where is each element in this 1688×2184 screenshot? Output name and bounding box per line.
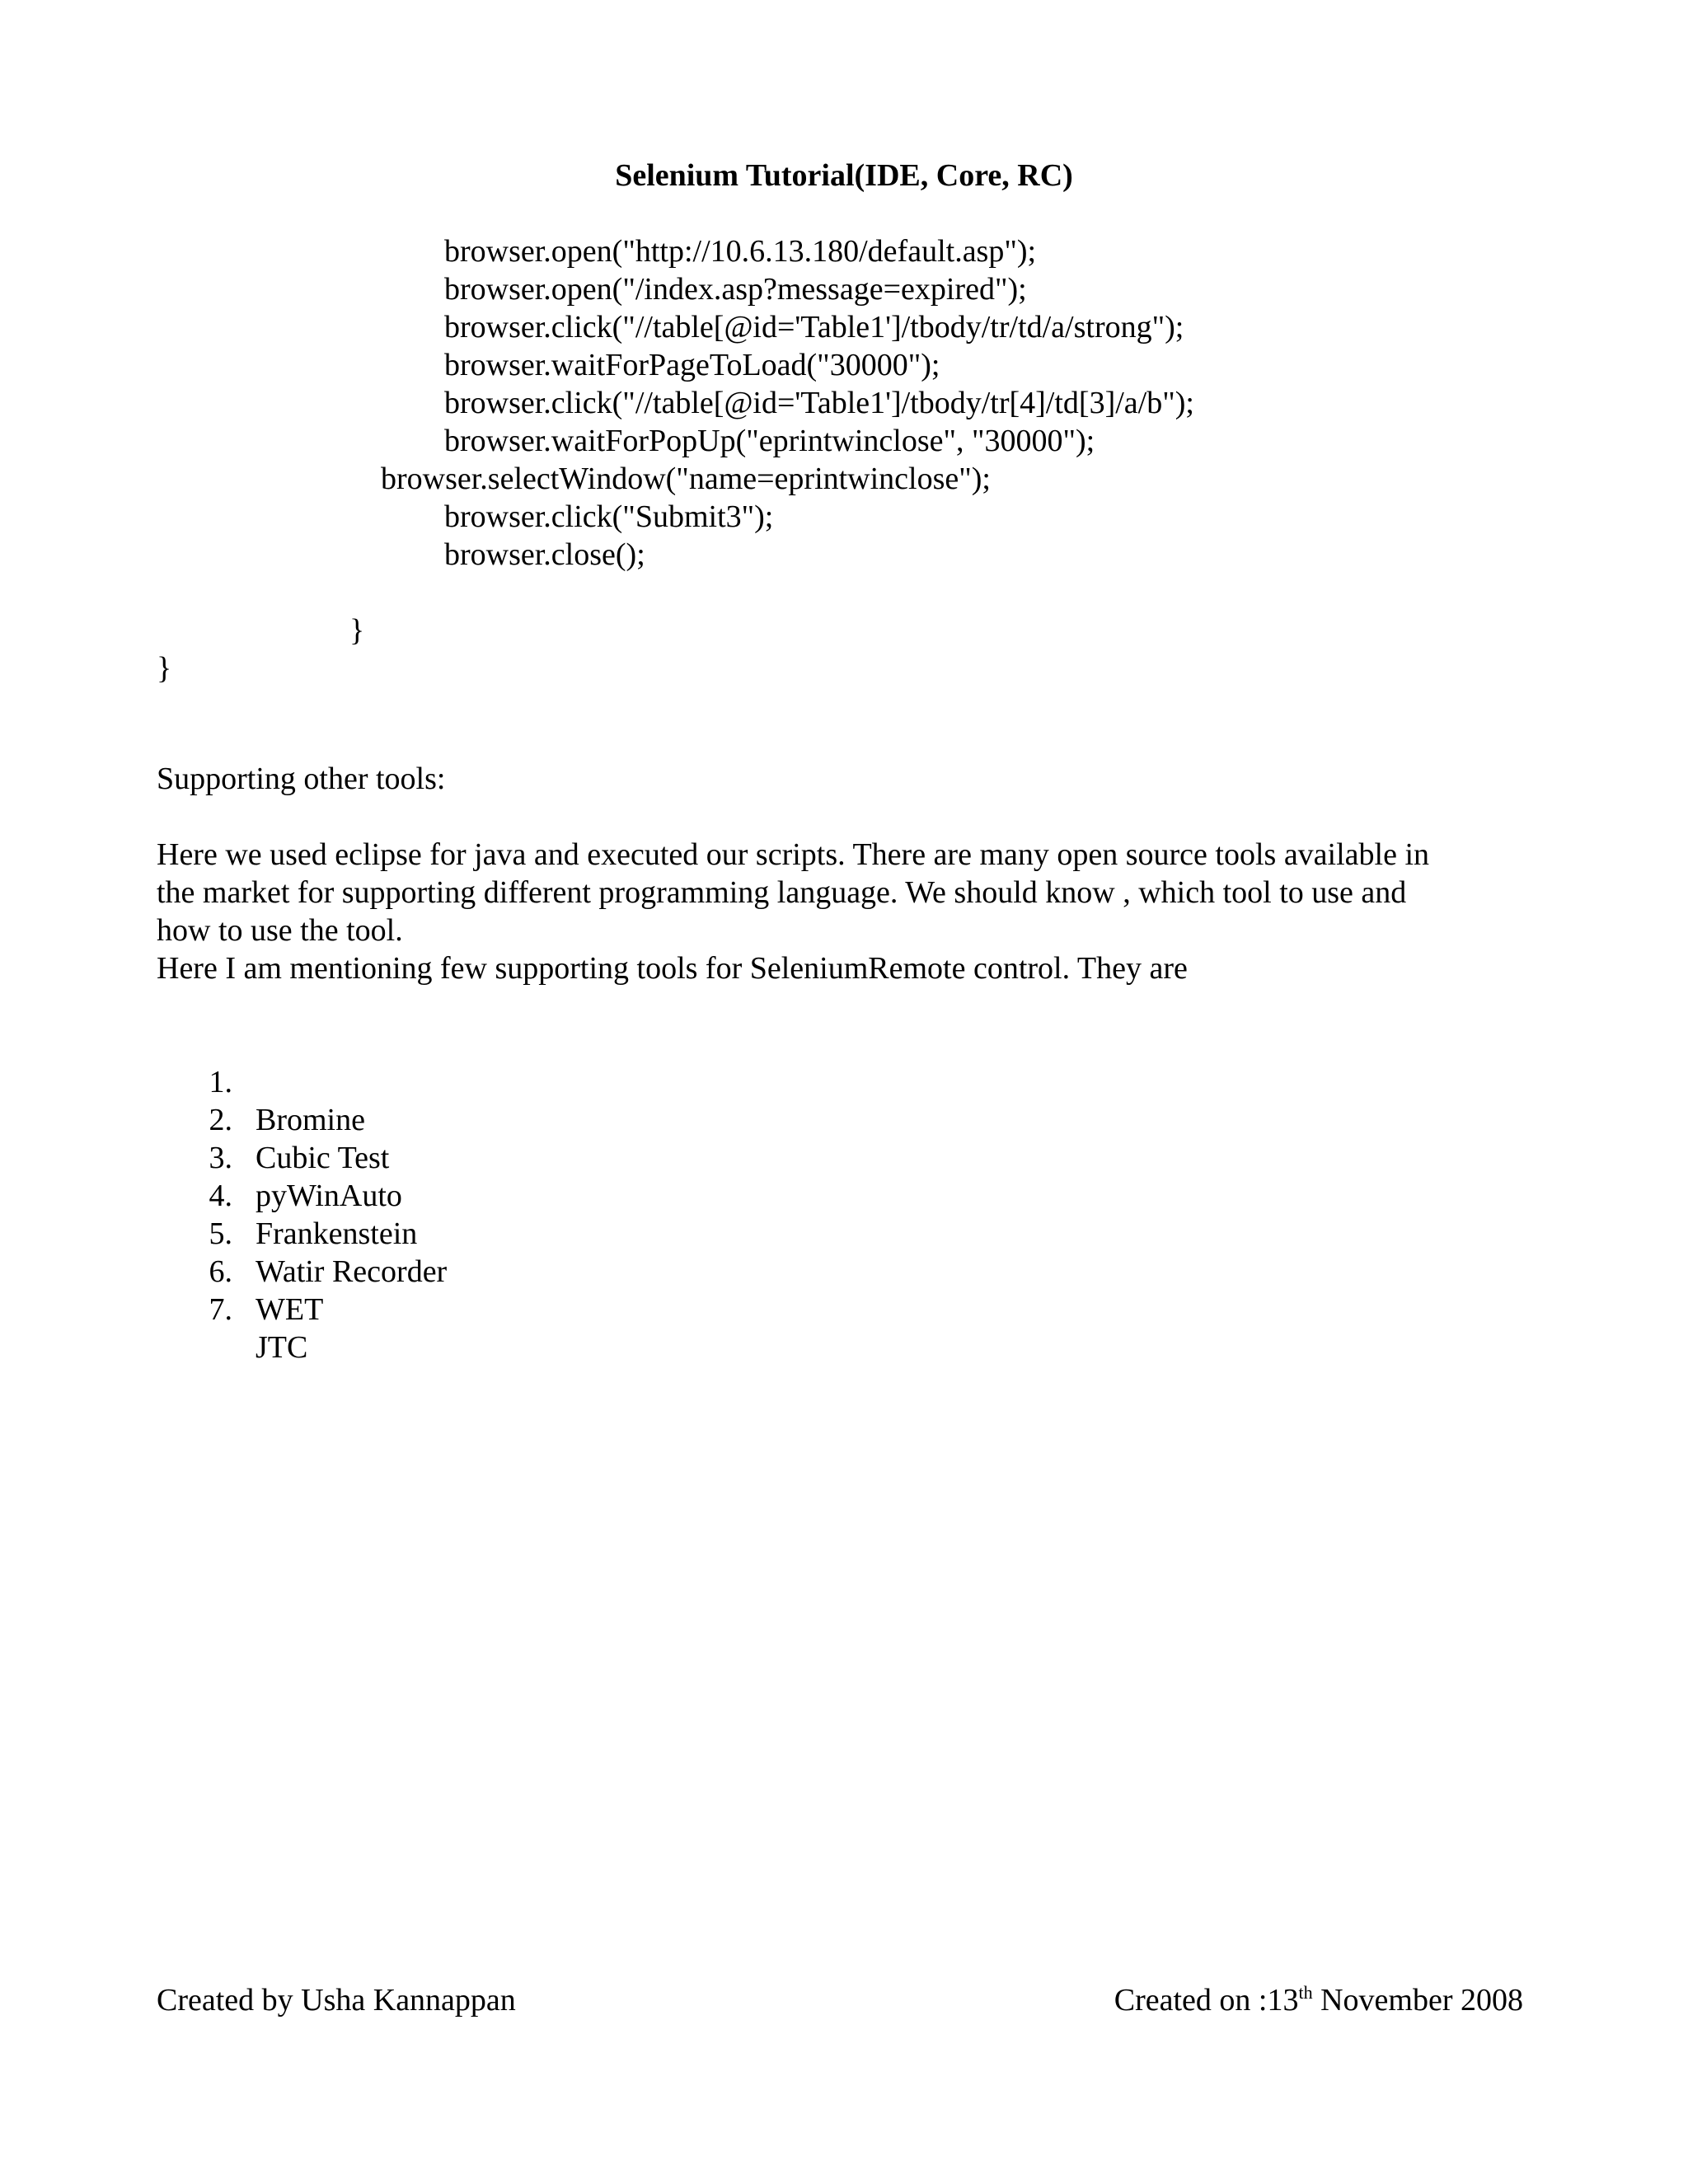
footer-created-rest: November 2008	[1312, 1983, 1523, 2018]
code-line: browser.close();	[444, 537, 645, 572]
list-item-number: 3.	[209, 1141, 232, 1175]
list-item-label: pyWinAuto	[256, 1179, 402, 1213]
closing-brace-inner: }	[349, 613, 365, 648]
footer-created-ordinal: th	[1298, 1982, 1313, 2003]
list-item-label: Bromine	[256, 1103, 365, 1137]
list-item-number: 7.	[209, 1292, 232, 1327]
code-line: browser.click("//table[@id='Table1']/tbody/tr/td/a/strong");	[444, 310, 1184, 344]
page-title: Selenium Tutorial(IDE, Core, RC)	[615, 158, 1073, 193]
footer-created-date	[1114, 1981, 1523, 2019]
list-item-label: JTC	[256, 1330, 308, 1365]
footer-author: Created by Usha Kannappan	[157, 1983, 516, 2018]
list-item-number: 5.	[209, 1216, 232, 1251]
code-line: browser.open("/index.asp?message=expired");	[444, 272, 1027, 307]
paragraph-line: the market for supporting different programming language. We should know , which tool to use and	[157, 875, 1407, 910]
paragraph-line: Here we used eclipse for java and executed our scripts. There are many open source tools available in	[157, 837, 1430, 872]
list-item-label: Watir Recorder	[256, 1254, 448, 1289]
list-item-number: 2.	[209, 1103, 232, 1137]
paragraph-line: how to use the tool.	[157, 913, 403, 948]
code-line: browser.waitForPageToLoad("30000");	[444, 348, 940, 382]
closing-brace-outer: }	[157, 651, 172, 686]
code-line: browser.click("//table[@id='Table1']/tbody/tr[4]/td[3]/a/b");	[444, 386, 1194, 420]
code-line: browser.selectWindow("name=eprintwinclose");	[381, 462, 991, 496]
list-item-label: WET	[256, 1292, 324, 1327]
section-heading: Supporting other tools:	[157, 762, 446, 796]
list-item-number: 1.	[209, 1065, 232, 1099]
footer-created-prefix: Created on :13	[1114, 1983, 1299, 2018]
list-item-number: 4.	[209, 1179, 232, 1213]
list-item-label: Cubic Test	[256, 1141, 390, 1175]
tools-intro: Here I am mentioning few supporting tools for SeleniumRemote control. They are	[157, 951, 1188, 986]
code-line: browser.click("Submit3");	[444, 499, 774, 534]
list-item-number: 6.	[209, 1254, 232, 1289]
code-line: browser.open("http://10.6.13.180/default.asp");	[444, 234, 1037, 269]
list-item-label: Frankenstein	[256, 1216, 418, 1251]
code-line: browser.waitForPopUp("eprintwinclose", "30000");	[444, 424, 1095, 458]
